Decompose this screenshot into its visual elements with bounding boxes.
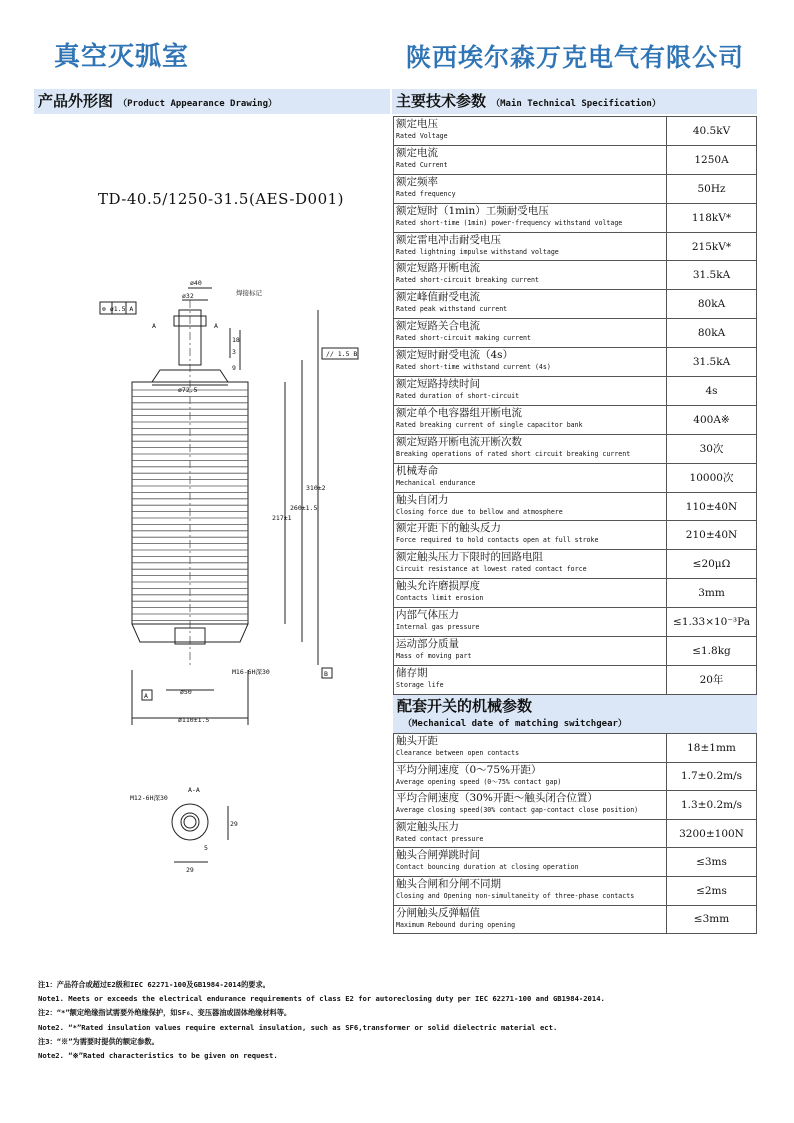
weld-mark-label: 焊接标记 <box>236 289 262 297</box>
param-label-cell <box>394 734 667 763</box>
appearance-title-cn: 产品外形图 <box>38 92 114 110</box>
param-label-cell <box>394 550 667 579</box>
param-value: ≤3mm <box>667 905 757 934</box>
table-row <box>394 117 757 146</box>
param-name-cn: 额定短时（1min）工频耐受电压 <box>396 204 549 217</box>
param-name-cn: 额定短路开断电流 <box>396 262 480 275</box>
spec-table <box>393 116 757 695</box>
param-name-en: Internal gas pressure <box>396 623 480 632</box>
param-label-cell <box>394 463 667 492</box>
section-title-aa: A-A <box>188 786 200 794</box>
param-name-cn: 额定频率 <box>396 175 438 188</box>
table-row <box>394 579 757 608</box>
section-a-right: A <box>214 322 218 330</box>
thread-m16: M16-6H深30 <box>232 668 270 676</box>
param-name-en: Closing force due to bellow and atmosphere <box>396 507 563 516</box>
param-label-cell <box>394 319 667 348</box>
param-name-en: Breaking operations of rated short circuit breaking current <box>396 449 631 458</box>
param-label-cell <box>394 232 667 261</box>
dim-29-horizontal: 29 <box>186 866 194 874</box>
mech-table <box>393 733 757 934</box>
table-row <box>394 232 757 261</box>
param-label-cell <box>394 521 667 550</box>
note-line: Note2. “※”Rated characteristics to be given on request. <box>38 1051 278 1061</box>
param-name-cn: 额定短时耐受电流（4s） <box>396 349 514 362</box>
thread-m12: M12-6H深30 <box>130 794 168 802</box>
param-label-cell <box>394 791 667 820</box>
param-name-en: Contact bouncing duration at closing operation <box>396 863 579 872</box>
param-name-en: Mechanical endurance <box>396 478 476 487</box>
param-label-cell <box>394 876 667 905</box>
table-row <box>394 665 757 694</box>
param-label-cell <box>394 117 667 146</box>
param-name-cn: 运动部分质量 <box>396 638 459 651</box>
param-value: 31.5kA <box>667 261 757 290</box>
param-value: 4s <box>667 377 757 406</box>
table-row <box>394 637 757 666</box>
param-name-en: Circuit resistance at lowest rated contact force <box>396 565 587 574</box>
param-name-en: Rated frequency <box>396 189 456 198</box>
datum-b: B <box>324 670 328 678</box>
param-label-cell <box>394 608 667 637</box>
param-name-en: Closing and Opening non-simultaneity of three-phase contacts <box>396 891 635 900</box>
param-name-en: Rated duration of short-circuit <box>396 392 520 401</box>
param-name-cn: 触头合闸和分闸不同期 <box>396 877 501 890</box>
param-name-en: Rated breaking current of single capacitor bank <box>396 420 583 429</box>
table-row <box>394 762 757 791</box>
dim-phi50: ø50 <box>180 688 192 696</box>
datum-a: A <box>144 692 148 700</box>
table-row <box>394 405 757 434</box>
param-name-en: Rated Current <box>396 160 448 169</box>
param-name-en: Rated short-circuit breaking current <box>396 276 539 285</box>
table-row <box>394 319 757 348</box>
table-row <box>394 145 757 174</box>
note-line: Note2. “*”Rated insulation values require external insulation, such as SF6,transformer or solid dielectric material ect. <box>38 1022 558 1032</box>
table-row <box>394 203 757 232</box>
mech-header <box>393 695 757 733</box>
param-value: ≤20μΩ <box>667 550 757 579</box>
dim-phi40: ø40 <box>190 279 202 287</box>
appearance-title-en: （Product Appearance Drawing） <box>118 99 277 109</box>
param-value: ≤1.8kg <box>667 637 757 666</box>
product-drawing <box>90 270 358 910</box>
parallel-symbol: // 1.5 B <box>326 350 358 358</box>
table-row <box>394 348 757 377</box>
table-row <box>394 819 757 848</box>
dim-217: 217±1 <box>272 514 292 522</box>
param-value: 215kV* <box>667 232 757 261</box>
model-number: TD-40.5/1250-31.5(AES-D001) <box>98 190 345 208</box>
table-row <box>394 261 757 290</box>
spec-title-cn: 主要技术参数 <box>396 92 487 110</box>
note-line: 注2：“*”额定绝缘指试需要外绝缘保护，如SF₆、变压器油或固体绝缘材料等。 <box>38 1008 292 1018</box>
table-row <box>394 290 757 319</box>
param-name-cn: 额定短路关合电流 <box>396 320 480 333</box>
dim-3: 3 <box>232 348 236 356</box>
dim-310: 310±2 <box>306 484 326 492</box>
param-name-en: Rated short-time withstand current (4s) <box>396 363 551 372</box>
table-row <box>394 791 757 820</box>
param-name-cn: 额定峰值耐受电流 <box>396 291 480 304</box>
param-name-cn: 内部气体压力 <box>396 609 459 622</box>
spec-title-en: （Main Technical Specification） <box>491 99 661 109</box>
section-a-left: A <box>152 322 156 330</box>
table-row <box>394 521 757 550</box>
param-name-en: Storage life <box>396 680 444 689</box>
param-value: 210±40N <box>667 521 757 550</box>
note-line: 注3：“※”为需要时提供的额定参数。 <box>38 1036 159 1046</box>
param-label-cell <box>394 377 667 406</box>
param-name-en: Clearance between open contacts <box>396 749 520 757</box>
dim-phi32: ø32 <box>182 292 194 300</box>
param-name-en: Maximum Rebound during opening <box>396 920 516 929</box>
table-row <box>394 876 757 905</box>
param-value: 1250A <box>667 145 757 174</box>
param-value: 3mm <box>667 579 757 608</box>
param-name-cn: 额定开距下的触头反力 <box>396 522 501 535</box>
param-value: 31.5kA <box>667 348 757 377</box>
dim-9: 9 <box>232 364 236 372</box>
dim-phi72: ø72.5 <box>178 386 198 394</box>
param-name-cn: 额定短路开断电流开断次数 <box>396 435 522 448</box>
note-line: 注1：产品符合或超过E2级和IEC 62271-100及GB1984-2014的要求。 <box>38 980 270 989</box>
param-name-cn: 额定电压 <box>396 118 438 130</box>
table-row <box>394 174 757 203</box>
param-name-en: Contacts limit erosion <box>396 594 484 603</box>
table-row <box>394 734 757 763</box>
product-title: 真空灭弧室 <box>54 42 190 72</box>
table-row <box>394 463 757 492</box>
param-name-cn: 触头开距 <box>396 735 438 747</box>
param-label-cell <box>394 762 667 791</box>
param-name-en: Mass of moving part <box>396 652 472 661</box>
param-name-cn: 额定雷电冲击耐受电压 <box>396 233 501 246</box>
param-label-cell <box>394 848 667 877</box>
table-row <box>394 377 757 406</box>
param-value: 1.7±0.2m/s <box>667 762 757 791</box>
param-name-en: Average opening speed (0～75% contact gap) <box>396 777 562 786</box>
table-row <box>394 492 757 521</box>
param-value: 80kA <box>667 290 757 319</box>
param-name-cn: 触头合闸弹跳时间 <box>396 849 480 862</box>
param-label-cell <box>394 405 667 434</box>
concentricity-symbol: ⊚ ø1.5 A <box>102 305 134 313</box>
param-label-cell <box>394 434 667 463</box>
param-name-cn: 额定触头压力下限时的回路电阻 <box>396 551 543 564</box>
table-row <box>394 434 757 463</box>
table-row <box>394 608 757 637</box>
param-label-cell <box>394 637 667 666</box>
param-label-cell <box>394 261 667 290</box>
param-label-cell <box>394 203 667 232</box>
param-name-cn: 额定触头压力 <box>396 820 459 833</box>
dim-260: 260±1.5 <box>290 504 318 512</box>
param-label-cell <box>394 348 667 377</box>
dim-5: 5 <box>204 844 208 852</box>
param-value: 118kV* <box>667 203 757 232</box>
param-name-cn: 平均合闸速度（30%开距～触头闭合位置） <box>396 792 598 805</box>
param-name-cn: 储存期 <box>396 666 428 679</box>
dim-phi110: ø110±1.5 <box>178 716 210 724</box>
table-row <box>394 550 757 579</box>
param-value: 18±1mm <box>667 734 757 763</box>
param-value: ≤3ms <box>667 848 757 877</box>
param-label-cell <box>394 145 667 174</box>
param-name-en: Rated short-time (1min) power-frequency withstand voltage <box>396 218 623 227</box>
param-value: 10000次 <box>667 463 757 492</box>
param-value: 40.5kV <box>667 117 757 146</box>
param-name-cn: 额定短路持续时间 <box>396 378 480 391</box>
mech-title-en: （Mechanical date of matching switchgear） <box>403 719 627 729</box>
param-value: 3200±100N <box>667 819 757 848</box>
dim-29-vertical: 29 <box>230 820 238 828</box>
table-row <box>394 848 757 877</box>
param-label-cell <box>394 819 667 848</box>
dim-18: 18 <box>232 336 240 344</box>
param-name-cn: 分闸触头反弹幅值 <box>396 906 480 919</box>
param-label-cell <box>394 492 667 521</box>
note-line: Note1. Meets or exceeds the electrical endurance requirements of class E2 for autoreclosing duty per IEC 62271-100 and GB1984-2014. <box>38 994 605 1004</box>
param-label-cell <box>394 665 667 694</box>
param-name-en: Average closing speed(30% contact gap-contact close position) <box>396 806 639 815</box>
param-label-cell <box>394 174 667 203</box>
param-name-en: Rated short-circuit making current <box>396 334 531 343</box>
param-name-cn: 额定单个电容器组开断电流 <box>396 406 522 419</box>
param-value: ≤2ms <box>667 876 757 905</box>
param-name-en: Rated contact pressure <box>396 834 484 843</box>
param-value: 400A※ <box>667 405 757 434</box>
param-label-cell <box>394 579 667 608</box>
spec-header <box>392 89 757 114</box>
param-name-en: Force required to hold contacts open at full stroke <box>396 536 599 545</box>
param-name-cn: 机械寿命 <box>396 464 438 477</box>
param-name-en: Rated Voltage <box>396 132 448 140</box>
param-value: 1.3±0.2m/s <box>667 791 757 820</box>
param-value: 50Hz <box>667 174 757 203</box>
param-label-cell <box>394 290 667 319</box>
param-value: 110±40N <box>667 492 757 521</box>
appearance-header <box>34 89 390 114</box>
mech-title-cn: 配套开关的机械参数 <box>397 697 533 715</box>
param-value: 20年 <box>667 665 757 694</box>
param-name-en: Rated lightning impulse withstand voltage <box>396 247 559 256</box>
company-name: 陕西埃尔森万克电气有限公司 <box>405 43 744 72</box>
param-name-cn: 触头允许磨损厚度 <box>396 580 480 593</box>
param-name-en: Rated peak withstand current <box>396 305 508 314</box>
table-row <box>394 905 757 934</box>
notes <box>38 978 758 1063</box>
param-value: 30次 <box>667 434 757 463</box>
param-label-cell <box>394 905 667 934</box>
param-value: 80kA <box>667 319 757 348</box>
param-value: ≤1.33×10⁻³Pa <box>667 608 757 637</box>
param-name-cn: 平均分闸速度（0～75%开距） <box>396 763 542 776</box>
param-name-cn: 额定电流 <box>396 146 438 159</box>
param-name-cn: 触头自闭力 <box>396 493 449 506</box>
